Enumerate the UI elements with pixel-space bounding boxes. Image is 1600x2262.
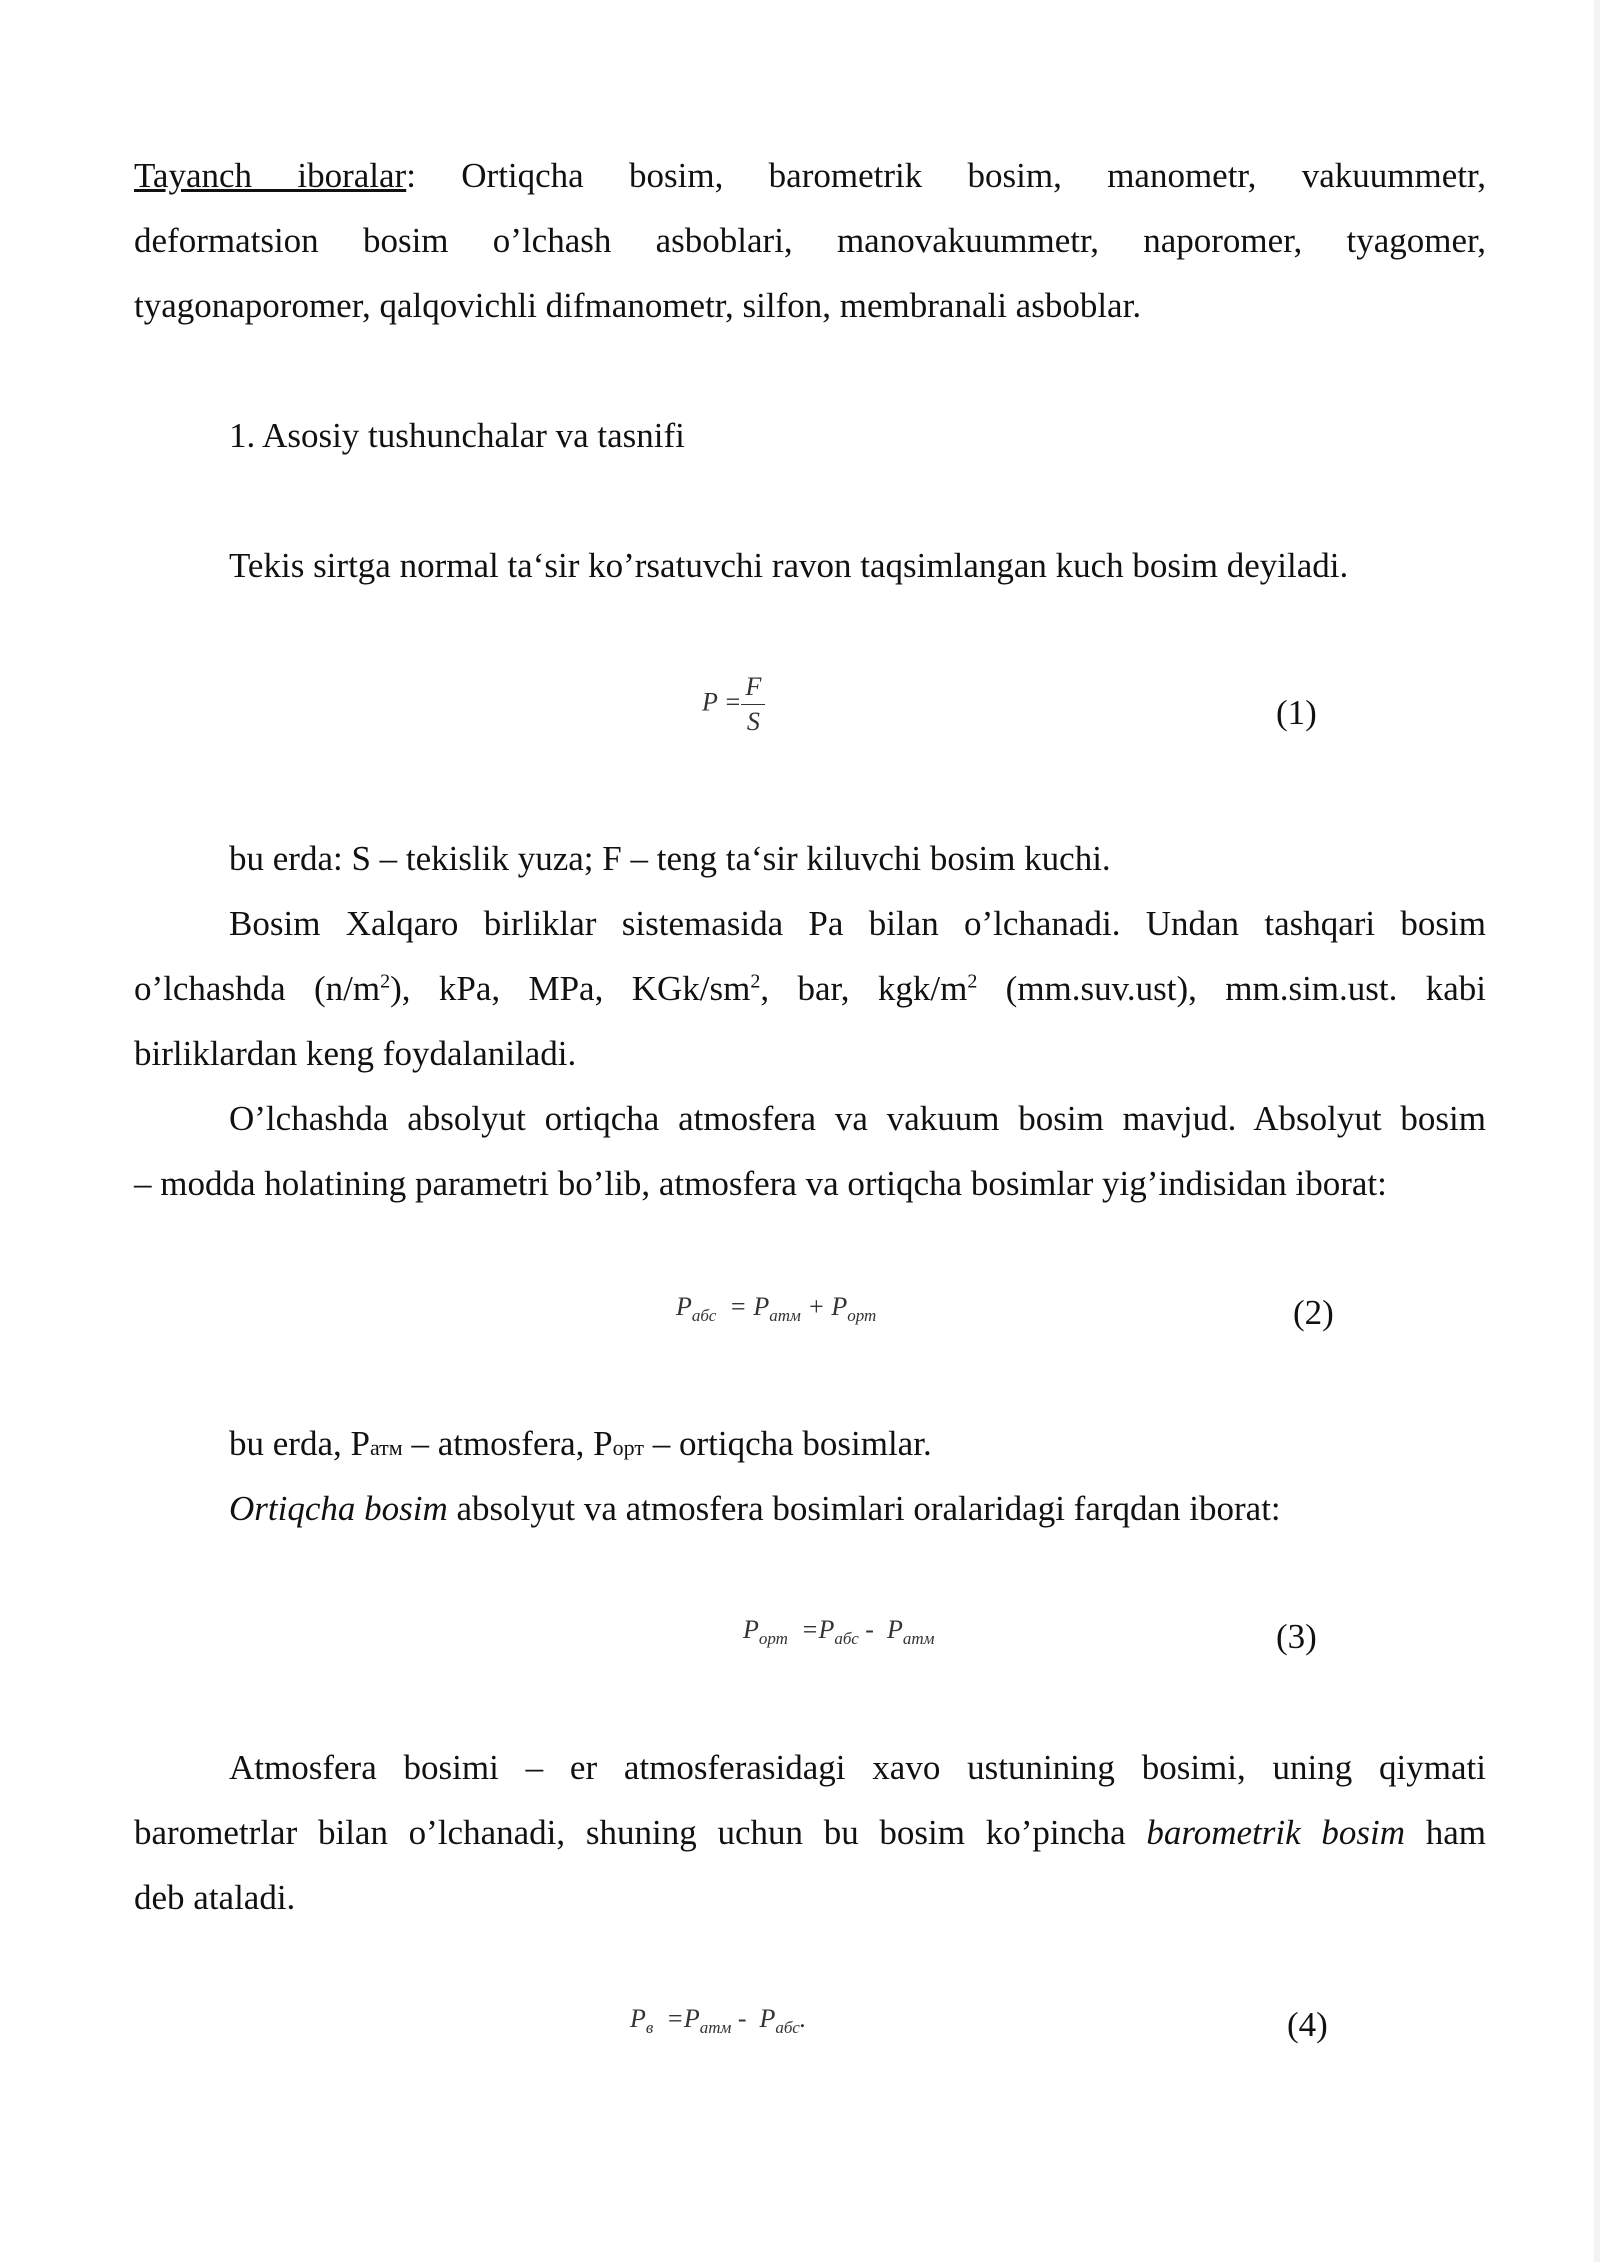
equation-2-number: (2) bbox=[1293, 1293, 1334, 1332]
keywords-line-1: Tayanch iboralar: Ortiqcha bosim, barometrik bosim, manometr, vakuummetr, bbox=[134, 156, 1487, 195]
absolute-pressure-line-2: – modda holatining parametri bo’lib, atmosfera va ortiqcha bosimlar yig’indisidan iborat: bbox=[134, 1164, 1387, 1203]
units-line-2: o’lchashda $(n/m^2)$, kPa, MPa, KGk/$sm^2$, bar, kgk/$m^2$ (mm.suv.ust), mm.sim.ust. kabi bbox=[134, 969, 1486, 1008]
excess-pressure-term: Ortiqcha bosim bbox=[229, 1489, 448, 1528]
atmospheric-line-1: Atmosfera bosimi – er atmosferasidagi xavo ustunining bosimi, uning qiymati bbox=[229, 1748, 1486, 1787]
equation-1-explanation: bu erda: S – tekislik yuza; F – teng ta‘sir kiluvchi bosim kuchi. bbox=[229, 839, 1111, 878]
keywords-line-3: tyagonaporomer, qalqovichli difmanometr, silfon, membranali asboblar. bbox=[134, 286, 1142, 325]
equation-1-number: (1) bbox=[1276, 693, 1317, 732]
atmospheric-line-2: barometrlar bilan o’lchanadi, shuning uchun bu bosim ko’pincha barometrik bosim ham bbox=[134, 1813, 1486, 1852]
equation-4-number: (4) bbox=[1287, 2005, 1328, 2044]
equation-3: $P_{орт} =P_{абс} - P_{атм}$ bbox=[743, 1615, 935, 1648]
pressure-definition: Tekis sirtga normal ta‘sir ko’rsatuvchi ravon taqsimlangan kuch bosim deyiladi. bbox=[229, 546, 1349, 585]
excess-pressure-definition: Ortiqcha bosim absolyut va atmosfera bosimlari oralaridagi farqdan iborat: bbox=[229, 1489, 1281, 1528]
barometric-pressure-term: barometrik bosim bbox=[1146, 1813, 1405, 1852]
equation-2-explanation: bu erda, Pатм – atmosfera, Pорт – ortiqcha bosimlar. bbox=[229, 1424, 932, 1463]
section-heading: 1. Asosiy tushunchalar va tasnifi bbox=[229, 416, 685, 455]
keywords-label: Tayanch iboralar bbox=[134, 156, 407, 195]
equation-1: P = $\frac{F}{S}$ bbox=[702, 670, 765, 739]
equation-2: $P_{абс} = P_{атм} + P_{орт}$ bbox=[676, 1292, 877, 1325]
atmospheric-line-3: deb ataladi. bbox=[134, 1878, 296, 1917]
equation-4: $P_в =P_{атм} - P_{абс}$. bbox=[630, 2004, 807, 2037]
page-edge-shadow bbox=[1594, 0, 1600, 2262]
equation-3-number: (3) bbox=[1276, 1617, 1317, 1656]
absolute-pressure-line-1: O’lchashda absolyut ortiqcha atmosfera va vakuum bosim mavjud. Absolyut bosim bbox=[229, 1099, 1486, 1138]
units-line-1: Bosim Xalqaro birliklar sistemasida Pa bilan o’lchanadi. Undan tashqari bosim bbox=[229, 904, 1486, 943]
keywords-line-2: deformatsion bosim o’lchash asboblari, manovakuummetr, naporomer, tyagomer, bbox=[134, 221, 1486, 260]
units-line-3: birliklardan keng foydalaniladi. bbox=[134, 1034, 577, 1073]
